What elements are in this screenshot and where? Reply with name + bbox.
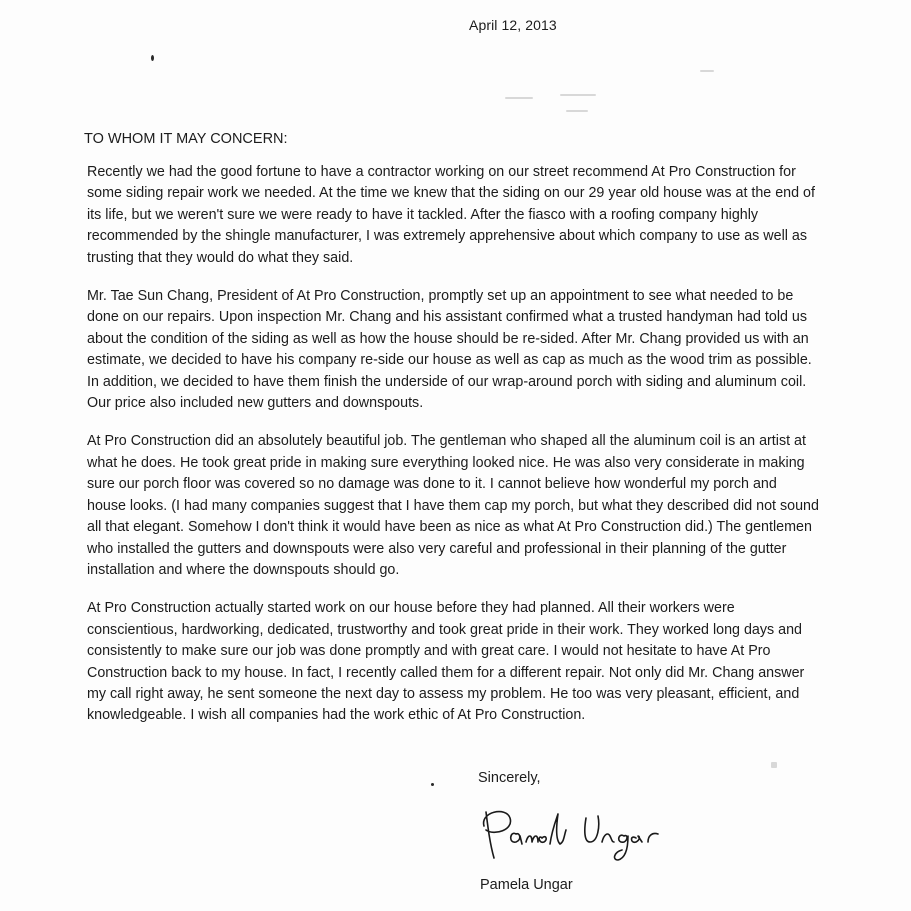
paragraph-1: Recently we had the good fortune to have a contractor working on our street recommend At Pro Construction for some siding repair work we needed. At the time we knew that the siding on our 29 year old house was at the end of its life, but we weren't sure we were ready to have it tackled. After the fiasco with a roofing company highly recommended by the shingle manufacturer, I was extremely apprehensive about which company to use as well as trusting that they would do what they said. [87, 164, 815, 266]
faint-bleedthrough [505, 97, 533, 99]
faint-bleedthrough [771, 762, 777, 768]
scan-speck [151, 55, 154, 61]
faint-bleedthrough [566, 110, 588, 112]
paragraph-2: Mr. Tae Sun Chang, President of At Pro Construction, promptly set up an appointment to see what needed to be done on our repairs. Upon inspection Mr. Chang and his assistant confirmed what a trusted handyman had told us about the condition of the siding as well as how the house should be re-sided. After Mr. Chang provided us with an estimate, we decided to have his company re-side our house as well as cap as much as the wood trim as possible. In addition, we decided to have them finish the underside of our wrap-around porch with siding and aluminum coil. Our price also included new gutters and downspouts. [87, 288, 812, 412]
handwritten-signature [476, 800, 716, 870]
letter-salutation: TO WHOM IT MAY CONCERN: [84, 131, 288, 147]
scan-speck [431, 783, 434, 786]
paragraph-3: At Pro Construction did an absolutely beautiful job. The gentleman who shaped all the aluminum coil is an artist at what he does. He took great pride in making sure everything looked nice. He was also very considerate in making sure our porch floor was covered so no damage was done to it. I cannot believe how wonderful my porch and house looks. (I had many companies suggest that I have them cap my porch, but what they described did not sound all that elegant. Somehow I don't think it would have been as nice as what At Pro Construction did.) The gentlemen who installed the gutters and downspouts were also very careful and professional in their planning of the gutter installation and where the downspouts should go. [87, 433, 819, 578]
faint-bleedthrough [700, 70, 714, 72]
faint-bleedthrough [560, 94, 596, 96]
letter-closing: Sincerely, [478, 770, 541, 786]
letter-date: April 12, 2013 [469, 17, 557, 33]
signer-name: Pamela Ungar [480, 877, 573, 893]
letter-body [87, 162, 819, 744]
paragraph-4: At Pro Construction actually started work on our house before they had planned. All their workers were conscientious, hardworking, dedicated, trustworthy and took great pride in their work. They worked long days and consistently to make sure our job was done promptly and with great care. I would not hesitate to have At Pro Construction back to my house. In fact, I recently called them for a different repair. Not only did Mr. Chang answer my call right away, he sent someone the next day to assess my problem. He too was very pleasant, efficient, and knowledgeable. I wish all companies had the work ethic of At Pro Construction. [87, 600, 805, 724]
